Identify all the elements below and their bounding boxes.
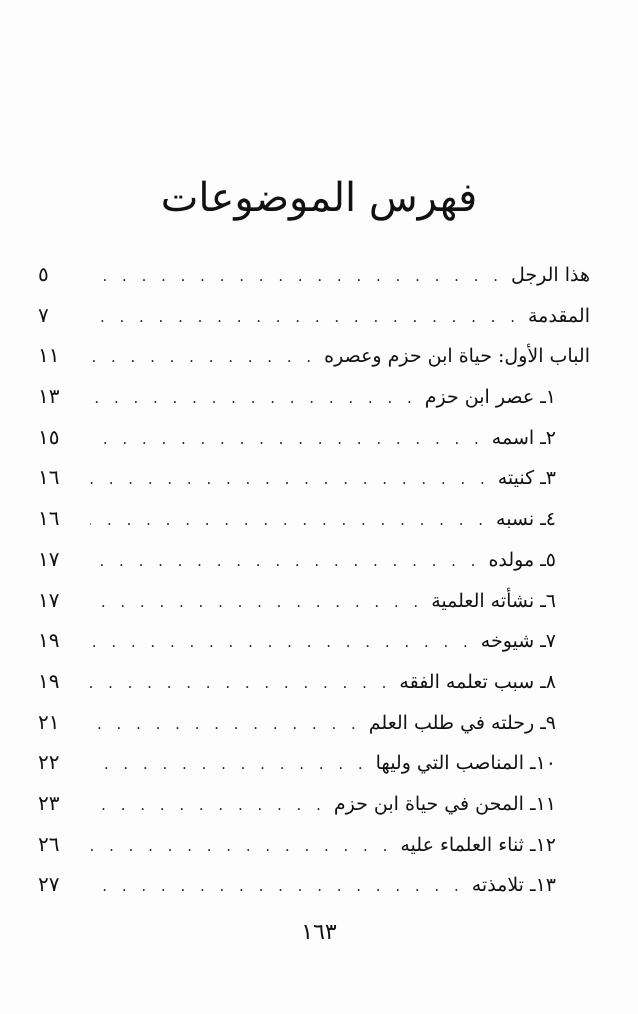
toc-page-number: ١٧ — [38, 587, 60, 612]
toc-entry-label: الباب الأول: حياة ابن حزم وعصره — [324, 345, 590, 368]
toc-row — [38, 750, 590, 791]
toc-entry-label: ٣ـ كنيته — [497, 467, 556, 490]
toc-page-number: ١٧ — [38, 546, 60, 571]
toc-entry-label: ٨ـ سبب تعلمه الفقه — [399, 670, 556, 693]
toc-entry-label: ٧ـ شيوخه — [480, 630, 556, 653]
dot-leader — [90, 633, 473, 651]
toc-entry-label: ١٣ـ تلامذته — [471, 874, 556, 897]
toc-row — [38, 791, 590, 832]
toc-page-number: ١١ — [38, 343, 60, 368]
toc-row — [38, 384, 590, 425]
toc-row — [38, 465, 590, 506]
dot-leader — [90, 267, 503, 285]
dot-leader — [90, 715, 361, 733]
toc-page-number: ٢٦ — [38, 831, 60, 856]
toc-row — [38, 710, 590, 751]
toc-row — [38, 628, 590, 669]
toc-page-number: ٢٧ — [38, 872, 60, 897]
dot-leader — [90, 837, 392, 855]
dot-leader — [90, 755, 368, 773]
dot-leader — [90, 308, 520, 326]
dot-leader — [90, 470, 490, 488]
toc-entry-label: ١٠ـ المناصب التي وليها — [375, 752, 556, 775]
dot-leader — [90, 877, 464, 895]
toc-entry-label: ٤ـ نسبه — [496, 508, 556, 531]
toc-row — [38, 588, 590, 629]
toc-page-number: ١٥ — [38, 424, 60, 449]
toc-row — [38, 425, 590, 466]
toc-page-number: ١٦ — [38, 506, 60, 531]
toc-entry-label: ١١ـ المحن في حياة ابن حزم — [333, 792, 556, 815]
toc-page-number: ٧ — [38, 302, 49, 327]
dot-leader — [90, 593, 423, 611]
toc-page-number: ٢٣ — [38, 790, 60, 815]
toc-row — [38, 669, 590, 710]
toc-entry-label: ١٢ـ ثناء العلماء عليه — [400, 833, 556, 856]
dot-leader — [90, 348, 316, 366]
toc-entry-label: ٢ـ اسمه — [491, 426, 556, 449]
toc-entry-label: هذا الرجل — [511, 264, 590, 286]
toc-entry-label: ٦ـ نشأته العلمية — [431, 589, 556, 612]
toc-page-number: ٢١ — [38, 709, 60, 734]
toc-page-number: ٢٢ — [38, 750, 60, 775]
toc-row — [38, 303, 590, 344]
toc-page-number: ١٩ — [38, 628, 60, 653]
toc-row — [38, 872, 590, 913]
toc-row — [38, 506, 590, 547]
toc-row — [38, 343, 590, 384]
toc-entry-label: ٥ـ مولده — [488, 548, 556, 571]
toc-page-number: ٥ — [38, 262, 49, 286]
toc-entry-label: ١ـ عصر ابن حزم — [424, 386, 556, 409]
toc-row — [38, 547, 590, 588]
dot-leader — [90, 430, 484, 448]
toc-entry-label: ٩ـ رحلته في طلب العلم — [368, 711, 556, 734]
table-of-contents — [38, 262, 590, 913]
dot-leader — [90, 511, 488, 529]
toc-entry-label: المقدمة — [527, 304, 590, 327]
toc-page-number: ١٩ — [38, 668, 60, 693]
dot-leader — [90, 796, 326, 814]
toc-page-number: ١٦ — [38, 465, 60, 490]
toc-page-number: ١٣ — [38, 384, 60, 409]
toc-row — [38, 262, 590, 303]
dot-leader — [90, 552, 480, 570]
dot-leader — [90, 389, 417, 407]
page-title: فهرس الموضوعات — [160, 175, 478, 221]
toc-row — [38, 832, 590, 873]
dot-leader — [90, 674, 391, 692]
page-number-footer: ١٦٣ — [301, 920, 337, 945]
